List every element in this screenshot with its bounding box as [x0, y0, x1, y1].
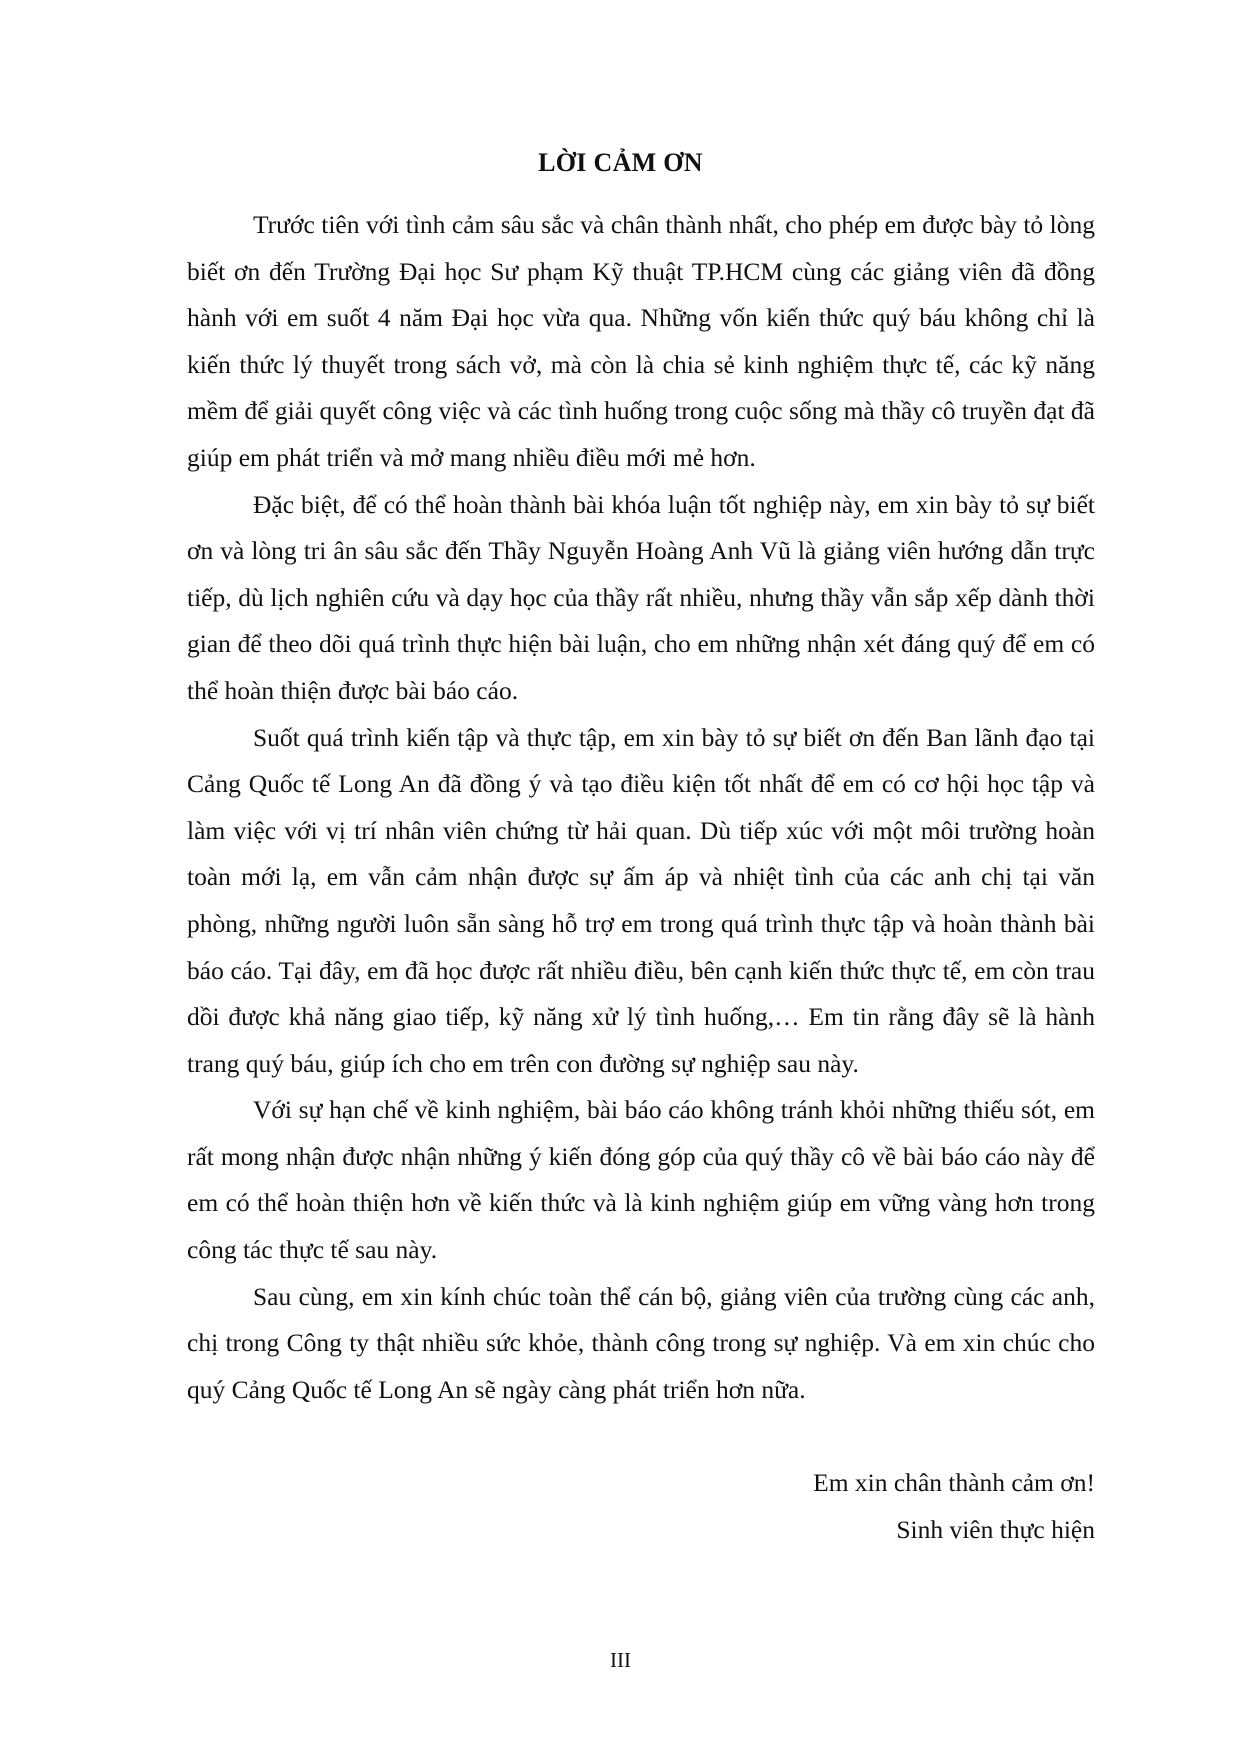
closing-signer: Sinh viên thực hiện — [896, 1514, 1095, 1544]
paragraph-3: Suốt quá trình kiến tập và thực tập, em xin bày tỏ sự biết ơn đến Ban lãnh đạo tại Cảng Quốc tế Long An đã đồng ý và tạo điều kiện tốt nhất để em có cơ hội học tập và làm việc với vị trí nhân viên chứng từ hải quan. Dù tiếp xúc với một môi trường hoàn toàn mới lạ, em vẫn cảm nhận được sự ấm áp và nhiệt tình của các anh chị tại văn phòng, những người luôn sẵn sàng hỗ trợ em trong quá trình thực tập và hoàn thành bài báo cáo. Tại đây, em đã học được rất nhiều điều, bên cạnh kiến thức thực tế, em còn trau dồi được khả năng giao tiếp, kỹ năng xử lý tình huống,… Em tin rằng đây sẽ là hành trang quý báu, giúp ích cho em trên con đường sự nghiệp sau này. — [187, 722, 1095, 1078]
page-title: LỜI CẢM ƠN — [538, 148, 703, 177]
closing-block — [187, 1460, 1095, 1553]
document-body — [187, 202, 1095, 1413]
page-number: III — [610, 1648, 631, 1672]
closing-thanks: Em xin chân thành cảm ơn! — [813, 1468, 1095, 1497]
paragraph-5: Sau cùng, em xin kính chúc toàn thể cán bộ, giảng viên của trường cùng các anh, chị trong Công ty thật nhiều sức khỏe, thành công trong sự nghiệp. Và em xin chúc cho quý Cảng Quốc tế Long An sẽ ngày càng phát triển hơn nữa. — [187, 1281, 1095, 1404]
paragraph-1: Trước tiên với tình cảm sâu sắc và chân thành nhất, cho phép em được bày tỏ lòng biết ơn đến Trường Đại học Sư phạm Kỹ thuật TP.HCM cùng các giảng viên đã đồng hành với em suốt 4 năm Đại học vừa qua. Những vốn kiến thức quý báu không chỉ là kiến thức lý thuyết trong sách vở, mà còn là chia sẻ kinh nghiệm thực tế, các kỹ năng mềm để giải quyết công việc và các tình huống trong cuộc sống mà thầy cô truyền đạt đã giúp em phát triển và mở mang nhiều điều mới mẻ hơn. — [187, 210, 1095, 472]
paragraph-4: Với sự hạn chế về kinh nghiệm, bài báo cáo không tránh khỏi những thiếu sót, em rất mong nhận được nhận những ý kiến đóng góp của quý thầy cô về bài báo cáo này để em có thể hoàn thiện hơn về kiến thức và là kinh nghiệm giúp em vững vàng hơn trong công tác thực tế sau này. — [187, 1095, 1095, 1265]
paragraph-2: Đặc biệt, để có thể hoàn thành bài khóa luận tốt nghiệp này, em xin bày tỏ sự biết ơn và lòng tri ân sâu sắc đến Thầy Nguyễn Hoàng Anh Vũ là giảng viên hướng dẫn trực tiếp, dù lịch nghiên cứu và dạy học của thầy rất nhiều, nhưng thầy vẫn sắp xếp dành thời gian để theo dõi quá trình thực hiện bài luận, cho em những nhận xét đáng quý để em có thể hoàn thiện được bài báo cáo. — [187, 489, 1095, 705]
